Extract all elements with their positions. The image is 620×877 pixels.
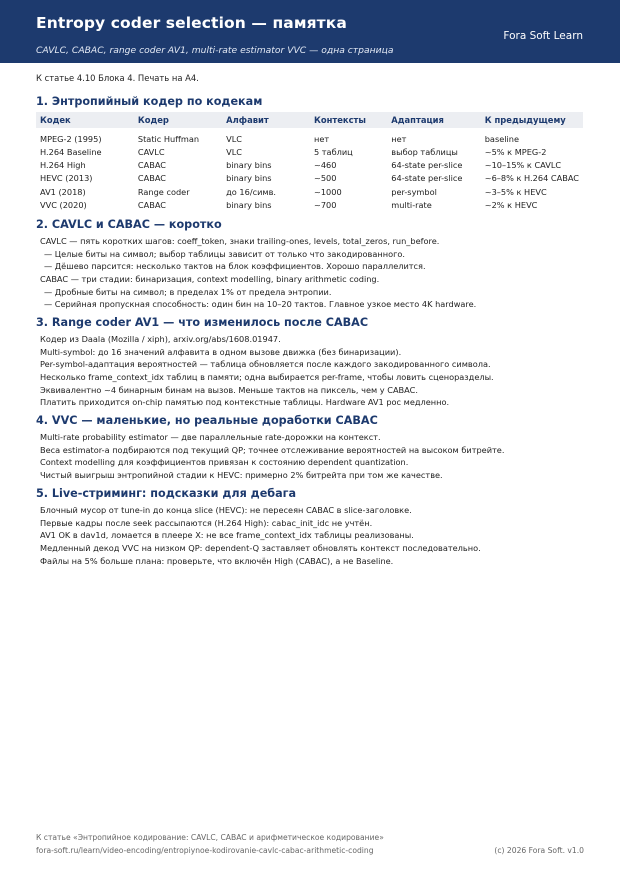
- table-cell: выбор таблицы: [391, 146, 458, 157]
- column-header: Кодер: [134, 112, 222, 128]
- text-line: Context modelling для коэффициентов привязан к состоянию dependent quantization.: [40, 457, 409, 468]
- text-line: Веса estimator-а подбираются под текущий QP; точнее отслеживание вероятностей на высоком битрейте.: [40, 444, 505, 455]
- table-cell: ~460: [313, 160, 337, 171]
- text-line: — Дробные биты на символ; в пределах 1% от предела энтропии.: [44, 286, 332, 297]
- table-cell: CABAC: [137, 200, 166, 211]
- footer-copyright: (c) 2026 Fora Soft. v1.0: [494, 846, 584, 855]
- table-cell: baseline: [484, 133, 520, 144]
- table-cell: 64-state per-slice: [391, 160, 463, 171]
- text-line: Per-symbol-адаптация вероятностей — таблица обновляется после каждого закодированного символа.: [40, 359, 491, 370]
- text-line: Блочный мусор от tune-in до конца slice (HEVC): не пересеян CABAC в slice-заголовке.: [40, 505, 412, 515]
- text-line: Кодер из Daala (Mozilla / xiph), arxiv.org/abs/1608.01947.: [40, 334, 281, 344]
- table-row: [36, 172, 583, 185]
- table-row: [36, 145, 583, 158]
- text-line: CAVLC — пять коротких шагов: coeff_token, знаки trailing-ones, levels, total_zeros, run_before.: [40, 236, 440, 246]
- table-cell: H.264 High: [40, 160, 86, 171]
- table-cell: ~500: [313, 173, 337, 184]
- table-cell: ~2% к HEVC: [484, 200, 538, 211]
- column-header: Адаптация: [387, 112, 480, 128]
- table-cell: 64-state per-slice: [391, 173, 463, 184]
- section-live-streaming: [36, 487, 586, 567]
- text-line: AV1 OK в dav1d, ломается в плеере X: не все frame_context_idx таблицы реализованы.: [40, 530, 414, 541]
- codec-table: [36, 112, 583, 212]
- table-cell: VLC: [226, 146, 243, 157]
- section-title: 3. Range coder AV1 — что изменилось после CABAC: [36, 316, 369, 329]
- table-row: [36, 199, 583, 212]
- table-cell: CABAC: [137, 160, 166, 171]
- column-header: Кодек: [36, 112, 134, 128]
- section-title: 1. Энтропийный кодер по кодекам: [36, 95, 263, 108]
- brand-label: Fora Soft Learn: [503, 30, 583, 42]
- text-line: — Целые биты на символ; выбор таблицы зависит от только что закодированного.: [44, 248, 405, 259]
- table-cell: H.264 Baseline: [40, 146, 102, 157]
- table-cell: VLC: [226, 133, 243, 144]
- text-line: CABAC — три стадии: бинаризация, context modelling, binary arithmetic coding.: [40, 274, 380, 285]
- table-cell: ~6–8% к H.264 CABAC: [484, 173, 579, 184]
- text-line: — Серийная пропускная способность: один бин на 10–20 тактов. Главное узкое место 4K hardware.: [44, 299, 477, 310]
- table-cell: binary bins: [226, 173, 272, 184]
- table-cell: 5 таблиц: [313, 146, 353, 157]
- table-cell: HEVC (2013): [40, 173, 93, 184]
- text-line: Платить приходится on-chip памятью под контекстные таблицы. Hardware AV1 рос медленно.: [40, 397, 450, 408]
- footer-url: fora-soft.ru/learn/video-encoding/entropiynoe-kodirovanie-cavlc-cabac-arithmetic-coding: [36, 846, 374, 855]
- page-header: [0, 0, 620, 63]
- section-codec-table: [36, 95, 586, 212]
- section-cavlc-cabac: [36, 218, 586, 311]
- table-cell: ~1000: [313, 186, 342, 197]
- page-subtitle: CAVLC, CABAC, range coder AV1, multi-rate estimator VVC — одна страница: [36, 45, 394, 56]
- text-line: Эквивалентно ~4 бинарным бинам на вызов. Меньше тактов на пиксель, чем у CABAC.: [40, 384, 418, 395]
- footer-bottom: [36, 846, 584, 855]
- text-line: Чистый выигрыш энтропийной стадии к HEVC: примерно 2% битрейта при том же качестве.: [40, 470, 443, 481]
- table-header-row: [36, 112, 583, 128]
- column-header: Алфавит: [222, 112, 310, 128]
- table-row: [36, 158, 583, 171]
- table-cell: ~700: [313, 200, 337, 211]
- table-cell: нет: [313, 133, 330, 144]
- section-title: 4. VVC — маленькие, но реальные доработки CABAC: [36, 414, 378, 427]
- column-header: К предыдущему: [481, 112, 583, 128]
- section-title: 2. CAVLC и CABAC — коротко: [36, 218, 222, 231]
- intro-note: К статье 4.10 Блока 4. Печать на A4.: [36, 73, 199, 83]
- page-title: Entropy coder selection — памятка: [36, 14, 347, 32]
- table-cell: binary bins: [226, 200, 272, 211]
- table-cell: CAVLC: [137, 146, 165, 157]
- text-line: Файлы на 5% больше плана: проверьте, что включён High (CABAC), а не Baseline.: [40, 555, 394, 566]
- footer-article: К статье «Энтропийное кодирование: CAVLC, CABAC и арифметическое кодирование»: [36, 833, 384, 842]
- table-cell: нет: [391, 133, 407, 144]
- table-cell: per-symbol: [391, 186, 437, 197]
- column-header: Контексты: [310, 112, 387, 128]
- table-cell: ~5% к MPEG-2: [484, 146, 547, 157]
- table-cell: Range coder: [137, 186, 190, 197]
- text-line: Multi-symbol: до 16 значений алфавита в одном вызове движка (без бинаризации).: [40, 346, 402, 357]
- section-vvc: [36, 414, 586, 482]
- table-cell: AV1 (2018): [40, 186, 86, 197]
- table-row: [36, 128, 583, 145]
- table-cell: CABAC: [137, 173, 166, 184]
- table-cell: multi-rate: [391, 200, 432, 211]
- text-line: Первые кадры после seek рассыпаются (H.264 High): cabac_init_idc не учтён.: [40, 517, 373, 528]
- table-cell: binary bins: [226, 160, 272, 171]
- table-cell: MPEG-2 (1995): [40, 133, 102, 144]
- text-line: — Дёшево парсится: несколько тактов на блок коэффициентов. Хорошо параллелится.: [44, 261, 426, 272]
- table-cell: ~3–5% к HEVC: [484, 186, 547, 197]
- table-cell: VVC (2020): [40, 200, 87, 211]
- text-line: Multi-rate probability estimator — две параллельные rate-дорожки на контекст.: [40, 432, 381, 442]
- section-range-coder-av1: [36, 316, 586, 409]
- table-cell: до 16/симв.: [226, 186, 277, 197]
- text-line: Медленный декод VVC на низком QP: dependent-Q заставляет обновлять контекст последовательно.: [40, 543, 481, 554]
- section-title: 5. Live-стриминг: подсказки для дебага: [36, 487, 297, 500]
- table-cell: ~10–15% к CAVLC: [484, 160, 562, 171]
- table-cell: Static Huffman: [137, 133, 200, 144]
- text-line: Несколько frame_context_idx таблиц в памяти; одна выбирается per-frame, чтобы ловить сценоразделы.: [40, 372, 494, 383]
- table-row: [36, 185, 583, 198]
